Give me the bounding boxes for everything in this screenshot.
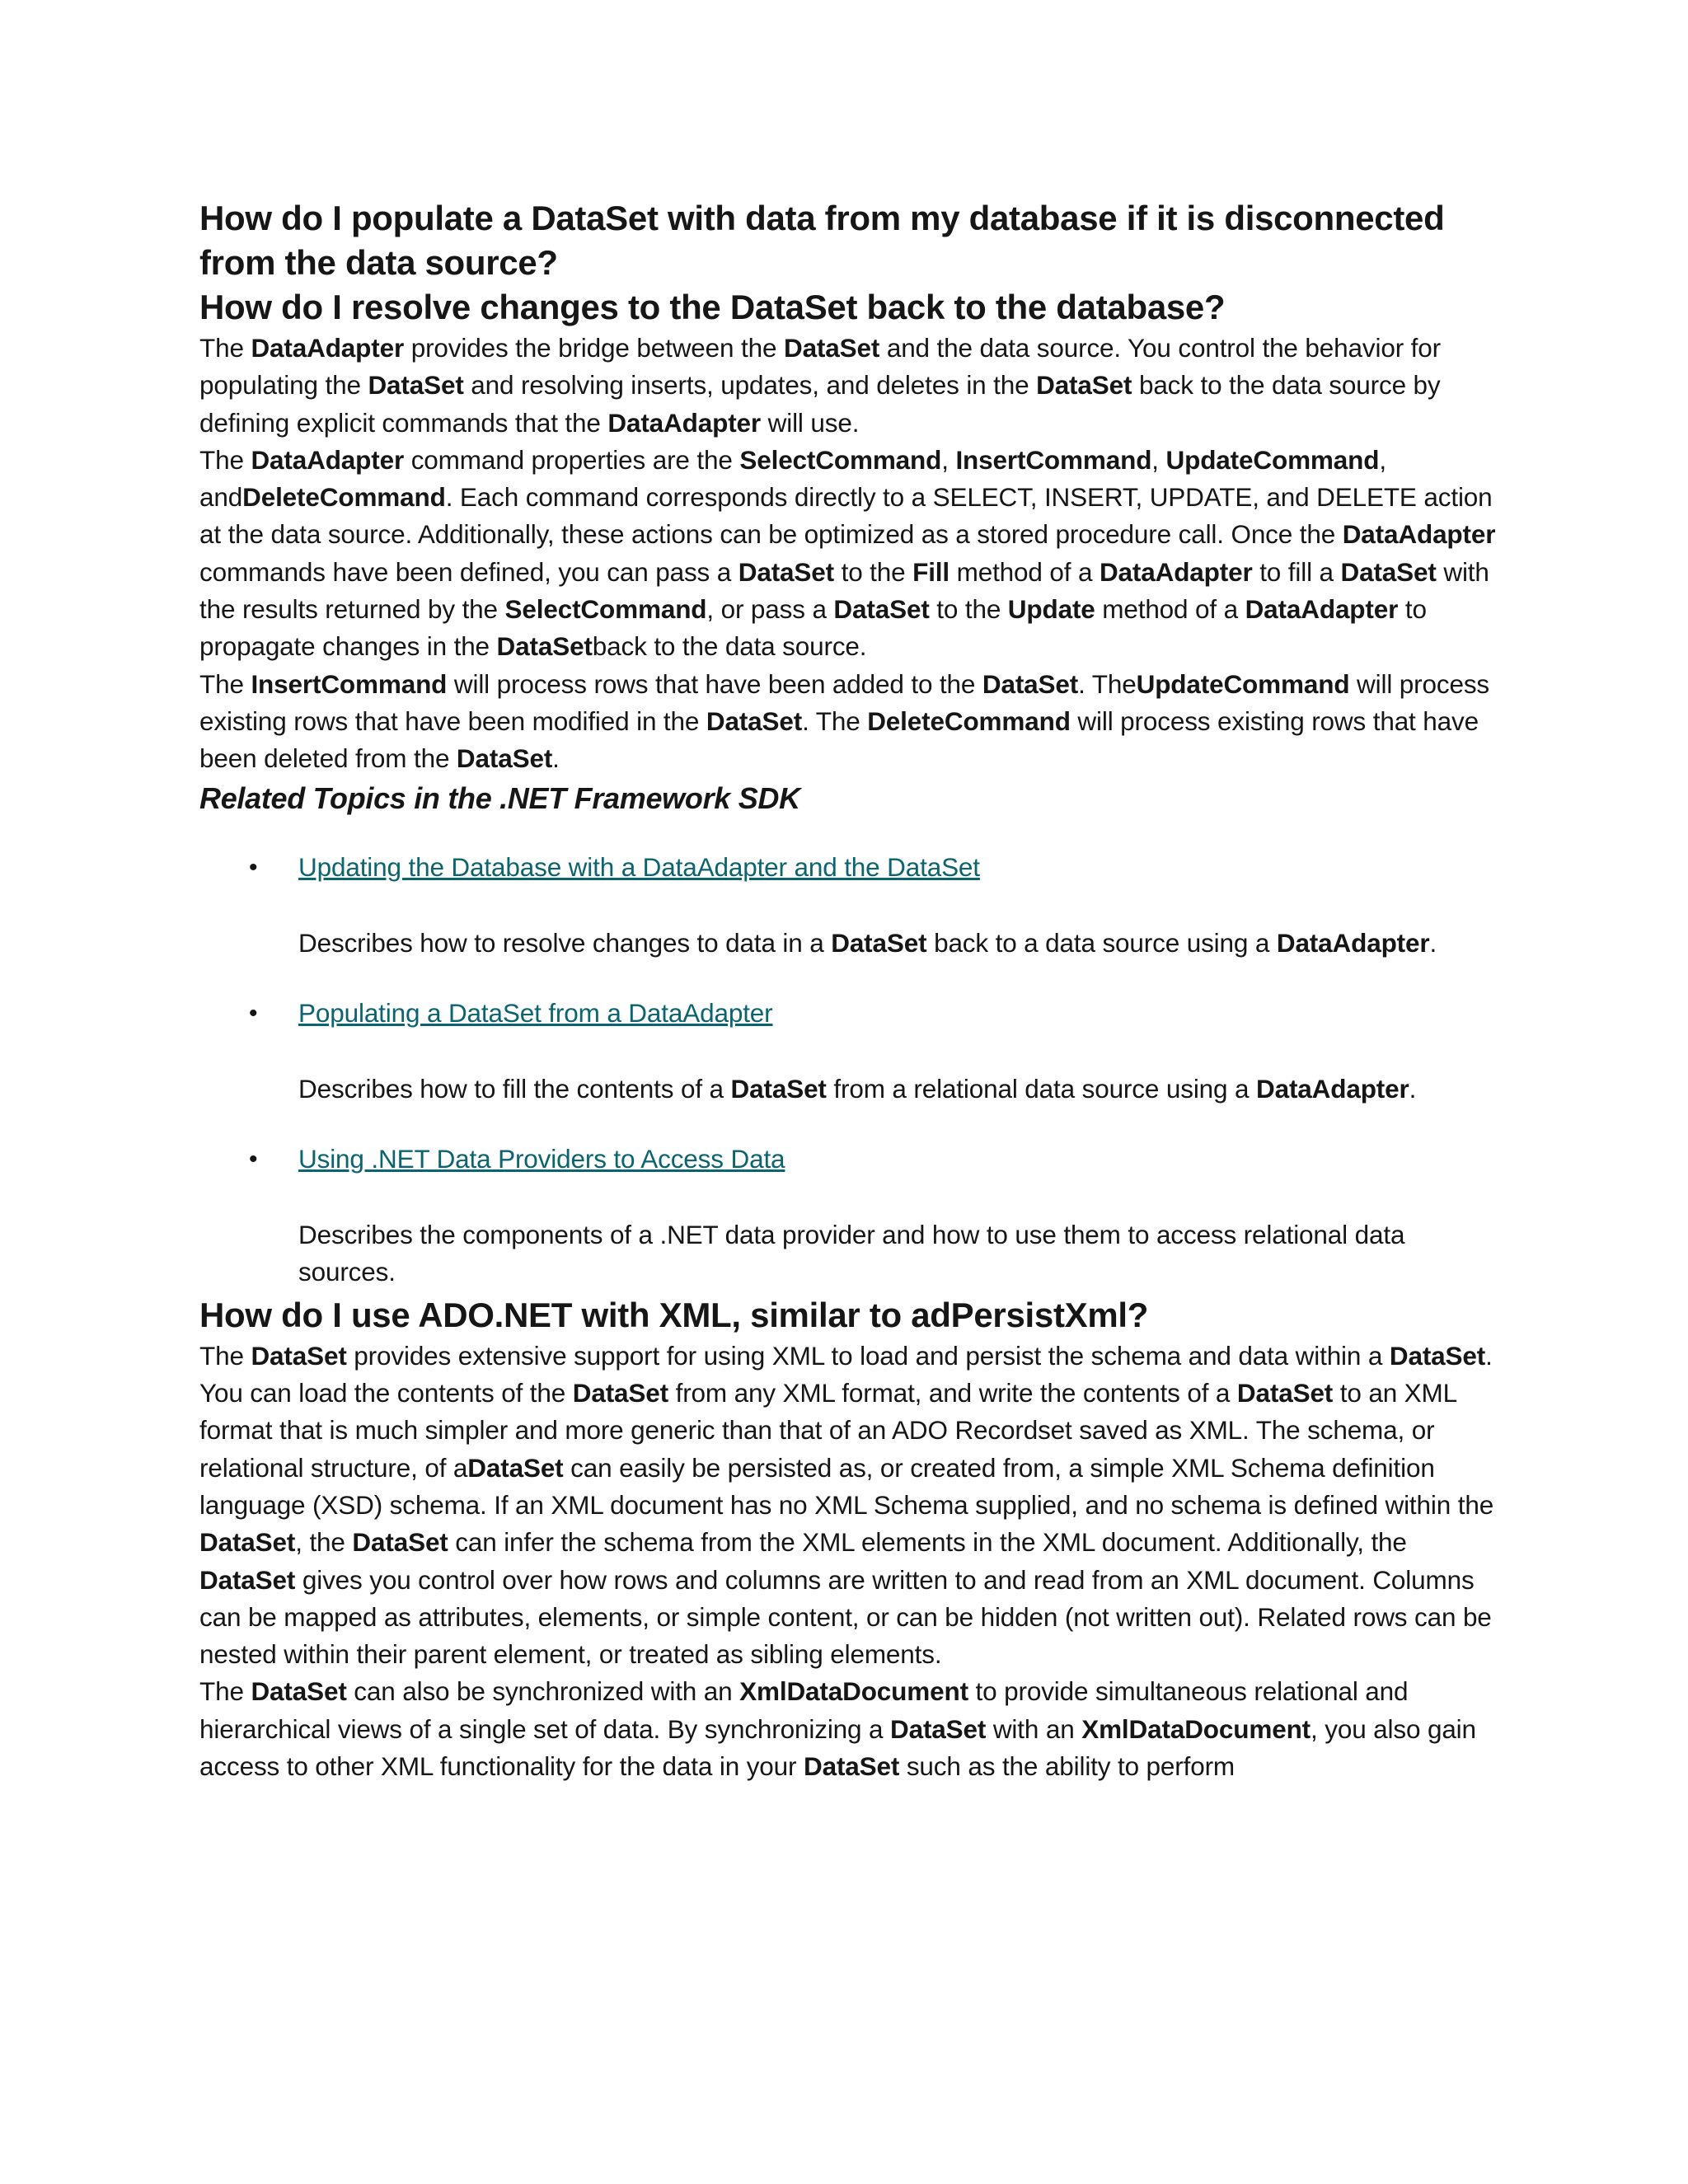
bold-term: DataSet [1236, 1378, 1334, 1408]
paragraph-command-properties [199, 442, 1502, 666]
bold-term: UpdateCommand [1136, 668, 1350, 699]
bold-term: XmlDataDocument [739, 1676, 968, 1707]
bold-term: DataAdapter [1245, 594, 1399, 625]
text-run: , [1151, 444, 1166, 475]
bullet-icon: • [249, 999, 258, 1027]
text-run: to propagate changes in the [199, 594, 1427, 662]
related-topic-item [199, 995, 1502, 1108]
text-run: such as the ability to perform [899, 1751, 1236, 1782]
bold-term: DataSet [199, 1564, 296, 1595]
text-run: The [199, 333, 251, 363]
text-run: with the results returned by the [199, 556, 1489, 625]
text-run: The [199, 1676, 251, 1707]
bold-term: DataSet [738, 556, 834, 587]
text-run: to fill a [1252, 556, 1341, 587]
bold-term: DataAdapter [251, 444, 405, 475]
text-run: with an [986, 1713, 1082, 1744]
text-run: . [1409, 1073, 1417, 1104]
bold-term: DataSet [783, 333, 880, 363]
text-run: . [1429, 927, 1437, 958]
text-run: method of a [950, 556, 1100, 587]
text-run: back to the data source. [592, 631, 867, 662]
faq-heading-xml: How do I use ADO.NET with XML, similar to adPersistXml? [199, 1295, 1149, 1334]
text-run: from a relational data source using a [826, 1073, 1256, 1104]
bold-term: DataSet [706, 705, 803, 736]
bold-term: DataSet [199, 1527, 296, 1558]
bold-term: DataAdapter [1276, 927, 1430, 958]
text-run: will use. [761, 407, 860, 438]
text-run: Describes how to resolve changes to data in a [298, 927, 832, 958]
page-content [199, 196, 1502, 1785]
text-run: provides extensive support for using XML to load and persist the schema and data within a [346, 1340, 1390, 1371]
link-populating-dataset[interactable]: Populating a DataSet from a DataAdapter [298, 997, 773, 1028]
link-net-data-providers[interactable]: Using .NET Data Providers to Access Data [298, 1144, 785, 1174]
text-run: . The [1078, 668, 1137, 699]
text-run: provides the bridge between the [404, 333, 784, 363]
bold-term: DataSet [730, 1073, 827, 1104]
text-run: will process existing rows that have been deleted from the [199, 705, 1479, 774]
bold-term: DataSet [831, 927, 927, 958]
text-run: back to a data source using a [926, 927, 1277, 958]
text-run: . The [802, 705, 868, 736]
bold-term: DataAdapter [1255, 1073, 1409, 1104]
text-run: Describes how to fill the contents of a [298, 1073, 731, 1104]
faq-heading-populate: How do I populate a DataSet with data from my database if it is disconnected from the data source? [199, 199, 1445, 282]
bold-term: DataSet [982, 668, 1079, 699]
link-updating-database[interactable]: Updating the Database with a DataAdapter and the DataSet [298, 851, 980, 882]
text-run: can infer the schema from the XML elements in the XML document. Additionally, the [448, 1527, 1407, 1558]
bold-term: Fill [912, 556, 950, 587]
bold-term: DataSet [889, 1713, 987, 1744]
bold-term: DataSet [251, 1340, 347, 1371]
bold-term: Update [1007, 594, 1095, 625]
paragraph-xml-support [199, 1338, 1502, 1674]
bold-term: DataSet [572, 1378, 668, 1408]
bold-term: SelectCommand [504, 594, 707, 625]
text-run: will process rows that have been added to the [447, 668, 982, 699]
text-run: will process existing rows that have been modified in the [199, 668, 1490, 736]
text-run: to the [833, 556, 913, 587]
bold-term: DataSet [352, 1527, 448, 1558]
related-topic-item [199, 1141, 1502, 1291]
text-run: , the [295, 1527, 353, 1558]
bold-term: DataSet [1340, 556, 1437, 587]
text-run: . Each command corresponds directly to a SELECT, INSERT, UPDATE, and DELETE action at the data source. Additionally, these actions can be optimized as a stored procedure call. Once the [199, 482, 1493, 550]
text-run: , or pass a [706, 594, 834, 625]
bold-term: DataAdapter [251, 333, 405, 363]
text-run: , you also gain access to other XML functionality for the data in your [199, 1713, 1476, 1782]
text-run: , and [199, 444, 1386, 513]
text-run: to the [929, 594, 1008, 625]
bold-term: InsertCommand [251, 668, 448, 699]
text-run: can also be synchronized with an [346, 1676, 740, 1707]
text-run: commands have been defined, you can pass a [199, 556, 738, 587]
paragraph-command-processing [199, 666, 1502, 778]
text-run: can easily be persisted as, or created from, a simple XML Schema definition language (XSD) schema. If an XML document has no XML Schema supplied, and no schema is defined within the [199, 1452, 1494, 1520]
text-run: from any XML format, and write the contents of a [668, 1378, 1237, 1408]
related-topic-description [298, 1071, 1502, 1108]
text-run: to an XML format that is much simpler and more generic than that of an ADO Recordset saved as XML. The schema, or relational structure, of a [199, 1378, 1456, 1483]
related-topics-heading: Related Topics in the .NET Framework SDK [199, 780, 800, 815]
bullet-icon: • [249, 853, 258, 881]
paragraph-xml-synchronization [199, 1673, 1502, 1785]
bold-term: UpdateCommand [1165, 444, 1380, 475]
text-run: The [199, 1340, 251, 1371]
text-run: . You can load the contents of the [199, 1340, 1493, 1408]
bold-term: DataAdapter [607, 407, 762, 438]
bold-term: InsertCommand [955, 444, 1152, 475]
text-run: , [941, 444, 956, 475]
bold-term: DeleteCommand [867, 705, 1071, 736]
related-topic-description [298, 1216, 1502, 1291]
bold-term: DataSet [251, 1676, 347, 1707]
text-run: method of a [1095, 594, 1245, 625]
text-run: The [199, 668, 251, 699]
faq-heading-resolve: How do I resolve changes to the DataSet back to the database? [199, 288, 1226, 326]
text-run: to provide simultaneous relational and hierarchical views of a single set of data. By synchronizing a [199, 1676, 1409, 1744]
text-run: and resolving inserts, updates, and deletes in the [463, 370, 1037, 401]
bold-term: DataSet [456, 743, 553, 774]
text-run: back to the data source by defining explicit commands that the [199, 370, 1441, 438]
bold-term: XmlDataDocument [1081, 1713, 1311, 1744]
bold-term: DataAdapter [1342, 519, 1496, 550]
text-run: and the data source. You control the behavior for populating the [199, 333, 1441, 401]
bullet-icon: • [249, 1146, 258, 1174]
bold-term: DataSet [467, 1452, 564, 1483]
bold-term: DataSet [833, 594, 930, 625]
text-run: gives you control over how rows and columns are written to and read from an XML document. Columns can be mapped as attributes, elements, or simple content, or can be hidden (not written out). Related rows can be nested within their parent element, or treated as sibling elements. [199, 1564, 1492, 1670]
bold-term: DeleteCommand [242, 482, 446, 513]
paragraph-dataadapter-bridge [199, 330, 1502, 442]
bold-term: DataSet [1389, 1340, 1486, 1371]
related-topic-description [298, 925, 1502, 962]
bold-term: SelectCommand [739, 444, 942, 475]
text-run: command properties are the [404, 444, 740, 475]
bold-term: DataAdapter [1099, 556, 1253, 587]
text-run: . [552, 743, 560, 774]
bold-term: DataSet [1036, 370, 1132, 401]
related-topics-list [199, 849, 1502, 1291]
bold-term: DataSet [368, 370, 464, 401]
bold-term: DataSet [803, 1751, 900, 1782]
text-run: Describes the components of a .NET data provider and how to use them to access relational data sources. [298, 1220, 1405, 1287]
related-topic-item [199, 849, 1502, 962]
bold-term: DataSet [496, 631, 593, 662]
text-run: The [199, 444, 251, 475]
